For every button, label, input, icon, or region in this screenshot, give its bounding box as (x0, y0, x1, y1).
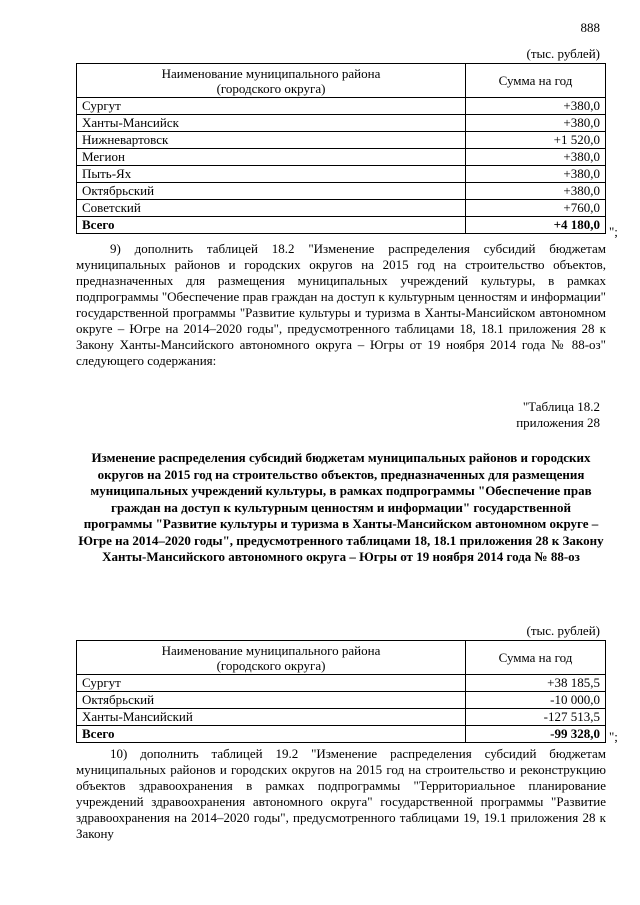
table2-header-sum: Сумма на год (466, 641, 606, 675)
paragraph-9 (76, 241, 606, 369)
row-value-cell: -10 000,0 (466, 692, 606, 709)
table-row (77, 132, 606, 149)
table1-body (77, 98, 606, 234)
row-name-cell: Советский (77, 200, 466, 217)
table1 (76, 63, 606, 234)
row-value-cell: +760,0 (466, 200, 606, 217)
row-value-cell: +380,0 (466, 115, 606, 132)
row-name-cell: Сургут (77, 98, 466, 115)
row-value-cell: +380,0 (466, 183, 606, 200)
table-row (77, 98, 606, 115)
table-row (77, 115, 606, 132)
row-value-cell: +38 185,5 (466, 675, 606, 692)
table-reference (516, 399, 600, 431)
row-value-cell: +1 520,0 (466, 132, 606, 149)
row-name-cell: Ханты-Мансийск (77, 115, 466, 132)
table-reference-line1: "Таблица 18.2 (522, 399, 600, 414)
paragraph-9-text: 9) дополнить таблицей 18.2 "Изменение распределения субсидий бюджетам муниципальных районов и городских округов на 2015 год на строительство объектов, предназначенных для размещения муниципальных учреждений культуры, в рамках подпрограммы "Обеспечение прав граждан на доступ к культурным ценностям и информации" государственной программы "Развитие культуры и туризма в Ханты-Мансийском автономном округе – Югре на 2014–2020 годы", предусмотренного таблицами 18, 18.1 приложения 28 к Закону Ханты-Мансийского автономного округа – Югры от 19 ноября 2014 года № 88-оз" следующего содержания: (76, 241, 606, 368)
table2-closing-quote: "; (609, 729, 618, 744)
table2 (76, 640, 606, 743)
table-row (77, 675, 606, 692)
row-name-cell: Сургут (77, 675, 466, 692)
row-name-cell: Октябрьский (77, 692, 466, 709)
total-label-cell: Всего (77, 726, 466, 743)
table-row (77, 166, 606, 183)
total-row (77, 726, 606, 743)
table-row (77, 692, 606, 709)
table2-header-name: Наименование муниципального района (городского округа) (77, 641, 466, 675)
total-value-cell: -99 328,0 (466, 726, 606, 743)
table1-units: (тыс. рублей) (526, 46, 600, 61)
total-value-cell: +4 180,0 (466, 217, 606, 234)
table-row (77, 709, 606, 726)
row-name-cell: Ханты-Мансийский (77, 709, 466, 726)
row-value-cell: +380,0 (466, 98, 606, 115)
table1-header-name: Наименование муниципального района (городского округа) (77, 64, 466, 98)
row-value-cell: -127 513,5 (466, 709, 606, 726)
total-row (77, 217, 606, 234)
table1-closing-quote: "; (609, 224, 618, 239)
page-number: 888 (580, 20, 600, 35)
table-row (77, 200, 606, 217)
paragraph-10 (76, 746, 606, 842)
table2-body (77, 675, 606, 743)
table-row (77, 183, 606, 200)
row-name-cell: Нижневартовск (77, 132, 466, 149)
table-heading: Изменение распределения субсидий бюджетам муниципальных районов и городских округов на 2015 год на строительство объектов, предназначенных для размещения муниципальных учреждений культуры, в рамках подпрограммы "Обеспечение прав граждан на доступ к культурным ценностям и информации" государственной программы "Развитие культуры и туризма в Ханты-Мансийском автономном округе – Югре на 2014–2020 годы", предусмотренного таблицами 18, 18.1 приложения 28 к Закону Ханты-Мансийского автономного округа – Югры от 19 ноября 2014 года № 88-оз (78, 450, 604, 564)
row-value-cell: +380,0 (466, 149, 606, 166)
total-label-cell: Всего (77, 217, 466, 234)
row-name-cell: Пыть-Ях (77, 166, 466, 183)
row-value-cell: +380,0 (466, 166, 606, 183)
row-name-cell: Октябрьский (77, 183, 466, 200)
paragraph-10-text: 10) дополнить таблицей 19.2 "Изменение распределения субсидий бюджетам муниципальных районов и городских округов на 2015 год на строительство и реконструкцию объектов здравоохранения в рамках подпрограммы "Территориальное планирование учреждений здравоохранения автономного округа" государственной программы "Развитие здравоохранения на 2014–2020 годы", предусмотренного таблицами 19, 19.1 приложения 28 к Закону (76, 746, 606, 841)
table-row (77, 149, 606, 166)
table1-header-sum: Сумма на год (466, 64, 606, 98)
table-reference-line2: приложения 28 (516, 415, 600, 430)
row-name-cell: Мегион (77, 149, 466, 166)
table2-units: (тыс. рублей) (526, 623, 600, 638)
